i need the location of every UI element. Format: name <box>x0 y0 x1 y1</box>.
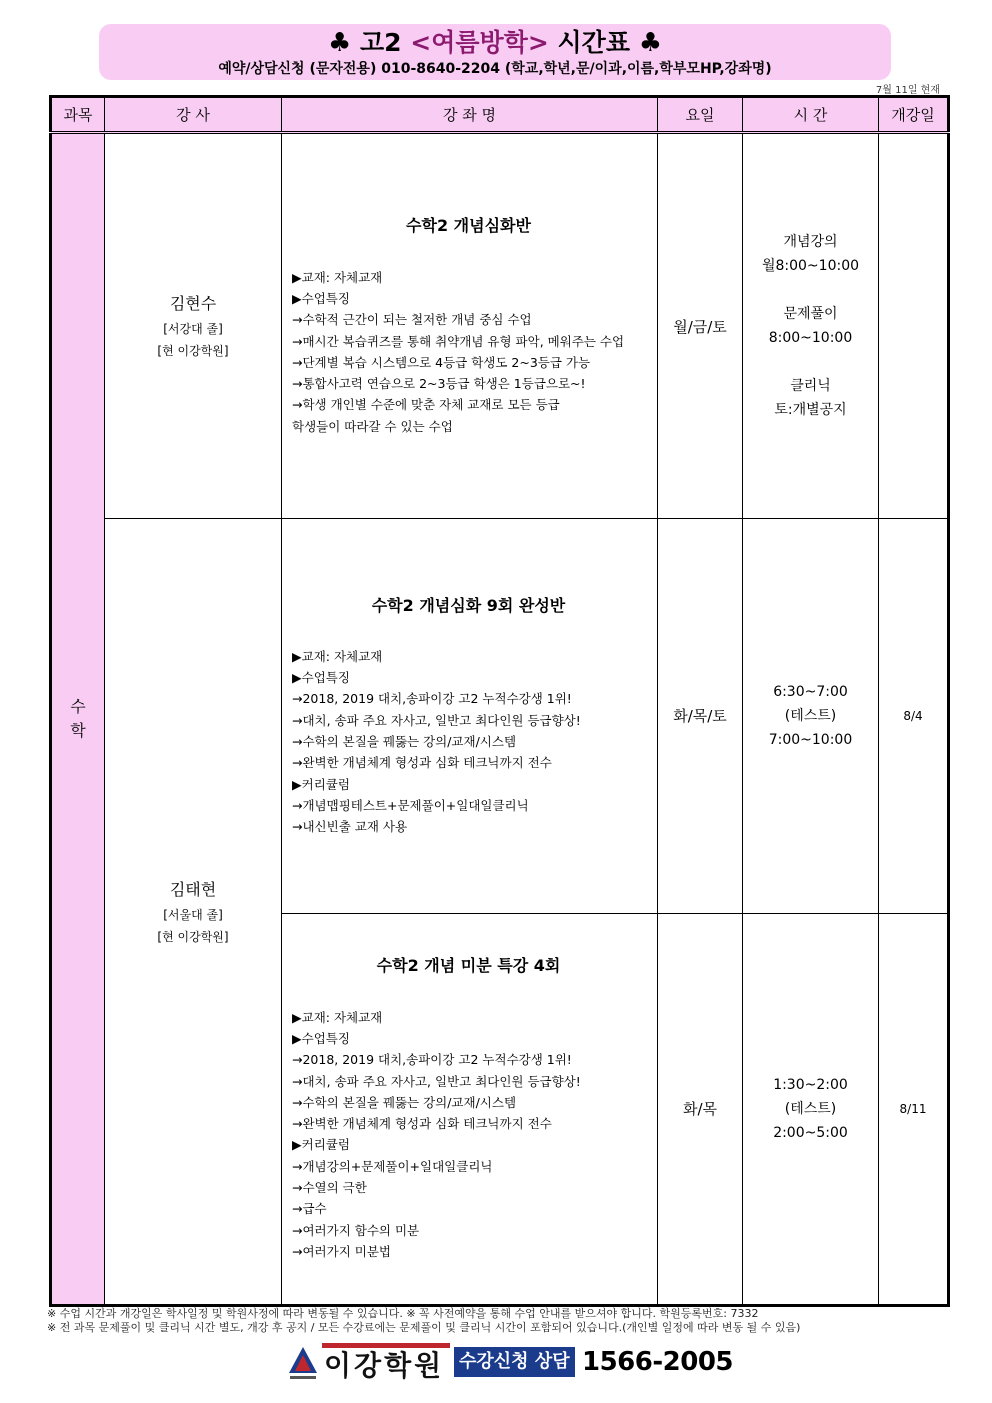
title-label: 시간표 <box>557 28 630 57</box>
table-row <box>51 519 949 913</box>
contact-line: 예약/상담신청 (문자전용) 010-8640-2204 (학교,학년,문/이과,이름,학부모HP,강좌명) <box>218 61 772 77</box>
text-line: 8:00~10:00 <box>768 330 853 347</box>
text-line: →여러가지 함수의 미분 <box>292 1222 420 1238</box>
text-line: (테스트) <box>784 707 837 724</box>
timetable <box>49 95 950 1307</box>
text-line: →여러가지 미분법 <box>292 1243 391 1259</box>
text-line: →학생 개인별 수준에 맞춘 자체 교재로 모든 등급 <box>292 397 560 413</box>
time-cell <box>743 913 879 1305</box>
course-details <box>292 1007 645 1263</box>
start-cell: 8/11 <box>879 913 949 1305</box>
text-line: →개념강의+문제풀이+일대일클리닉 <box>292 1158 493 1174</box>
text-line: →수학의 본질을 꿰뚫는 강의/교재/시스템 <box>292 1094 517 1110</box>
text-line: 7:00~10:00 <box>768 731 853 748</box>
teacher-current: [현 이강학원] <box>157 344 229 359</box>
course-cell <box>282 133 658 519</box>
subject-label: 수 학 <box>70 697 86 740</box>
text-line: →2018, 2019 대치,송파이강 고2 누적수강생 1위! <box>292 1052 572 1068</box>
footnote-line: ※ 수업 시간과 개강일은 학사일정 및 학원사정에 따라 변동될 수 있습니다. ※ 꼭 사전예약을 통해 수업 안내를 받으셔야 합니다. 학원등록번호: 7332 <box>47 1307 759 1320</box>
text-line: 문제풀이 <box>783 306 838 323</box>
text-line: ▶교재: 자체교재 <box>292 1009 383 1025</box>
text-line: 월8:00~10:00 <box>761 258 860 275</box>
course-details <box>292 646 645 838</box>
enroll-consult-label: 수강신청 상담 <box>454 1347 575 1377</box>
text-line: ▶수업특징 <box>292 1030 350 1046</box>
text-line: →대치, 송파 주요 자사고, 일반고 최다인원 등급향상! <box>292 1073 581 1089</box>
time-cell <box>743 133 879 519</box>
days-cell: 화/목 <box>658 913 743 1305</box>
text-line: 개념강의 <box>783 234 838 251</box>
text-line: →대치, 송파 주요 자사고, 일반고 최다인원 등급향상! <box>292 712 581 728</box>
subject-cell <box>51 133 105 1306</box>
text-line: →급수 <box>292 1201 327 1217</box>
text-line: →매시간 복습퀴즈를 통해 취약개념 유형 파악, 메워주는 수업 <box>292 333 625 349</box>
course-name: 수학2 개념심화 9회 완성반 <box>371 595 566 615</box>
text-line: →개념맵핑테스트+문제풀이+일대일클리닉 <box>292 797 529 813</box>
text-line: →수열의 극한 <box>292 1180 367 1196</box>
text-line: 2:00~5:00 <box>773 1124 848 1141</box>
header-subject: 과목 <box>51 97 105 133</box>
start-cell: 8/4 <box>879 519 949 913</box>
phone-number: 1566-2005 <box>582 1347 734 1377</box>
header-teacher: 강 사 <box>105 97 282 133</box>
header-start: 개강일 <box>879 97 949 133</box>
text-line: ▶커리큘럼 <box>292 776 350 792</box>
teacher-school: [서강대 졸] <box>163 322 223 337</box>
footnotes <box>47 1307 947 1335</box>
title-banner <box>99 24 891 80</box>
page-title <box>99 26 891 60</box>
course-details <box>292 267 645 437</box>
course-cell <box>282 913 658 1305</box>
teacher-cell <box>105 133 282 519</box>
text-line: →완벽한 개념체계 형성과 심화 테크닉까지 전수 <box>292 755 552 771</box>
header-course: 강 좌 명 <box>282 97 658 133</box>
academy-name: 이강학원 <box>324 1349 445 1382</box>
line-gap <box>743 350 878 374</box>
teacher-name: 김현수 <box>169 294 217 314</box>
table-header-row <box>51 97 949 133</box>
text-line: →수학적 근간이 되는 철저한 개념 중심 수업 <box>292 312 532 328</box>
text-line: →완벽한 개념체계 형성과 심화 테크닉까지 전수 <box>292 1116 552 1132</box>
days-cell: 화/목/토 <box>658 519 743 913</box>
text-line: 1:30~2:00 <box>773 1076 848 1093</box>
teacher-cell <box>105 519 282 1306</box>
footnote-line: ※ 전 과목 문제풀이 및 클리닉 시간 별도, 개강 후 공지 / 모든 수강료에는 문제풀이 및 클리닉 시간이 포함되어 있습니다.(개인별 일정에 따라 변동 될 수 있음) <box>47 1321 801 1334</box>
text-line: →수학의 본질을 꿰뚫는 강의/교재/시스템 <box>292 733 517 749</box>
text-line: →2018, 2019 대치,송파이강 고2 누적수강생 1위! <box>292 691 572 707</box>
teacher-school: [서울대 졸] <box>163 907 223 922</box>
text-line: →통합사고력 연습으로 2~3등급 학생은 1등급으로~! <box>292 376 586 392</box>
footer-banner <box>286 1343 734 1383</box>
course-name: 수학2 개념심화반 <box>406 216 531 236</box>
text-line: 클리닉 <box>790 378 831 395</box>
text-line: →내신빈출 교재 사용 <box>292 819 408 835</box>
as-of-date: 7월 11일 현재 <box>875 85 940 96</box>
course-name: 수학2 개념 미분 특강 4회 <box>376 956 561 976</box>
title-grade: 고2 <box>360 28 402 57</box>
header-days: 요일 <box>658 97 743 133</box>
teacher-current: [현 이강학원] <box>157 929 229 944</box>
text-line: ▶커리큘럼 <box>292 1137 350 1153</box>
header-time: 시 간 <box>743 97 879 133</box>
text-line: (테스트) <box>784 1100 837 1117</box>
title-session: <여름방학> <box>410 28 549 57</box>
table-row <box>51 133 949 519</box>
days-cell: 월/금/토 <box>658 133 743 519</box>
text-line: ▶교재: 자체교재 <box>292 269 383 285</box>
time-cell <box>743 519 879 913</box>
text-line: 학생들이 따라갈 수 있는 수업 <box>292 418 453 434</box>
text-line: ▶수업특징 <box>292 670 350 686</box>
text-line: 6:30~7:00 <box>773 683 848 700</box>
academy-logo-icon <box>286 1343 320 1383</box>
club-icon: ♣ <box>638 28 662 58</box>
course-cell <box>282 519 658 913</box>
text-line: ▶수업특징 <box>292 290 350 306</box>
line-gap <box>743 278 878 302</box>
teacher-name: 김태현 <box>169 879 217 899</box>
start-cell <box>879 133 949 519</box>
text-line: ▶교재: 자체교재 <box>292 648 383 664</box>
club-icon: ♣ <box>328 28 352 58</box>
text-line: →단계별 복습 시스템으로 4등급 학생도 2~3등급 가능 <box>292 354 591 370</box>
text-line: 토:개별공지 <box>774 402 847 419</box>
